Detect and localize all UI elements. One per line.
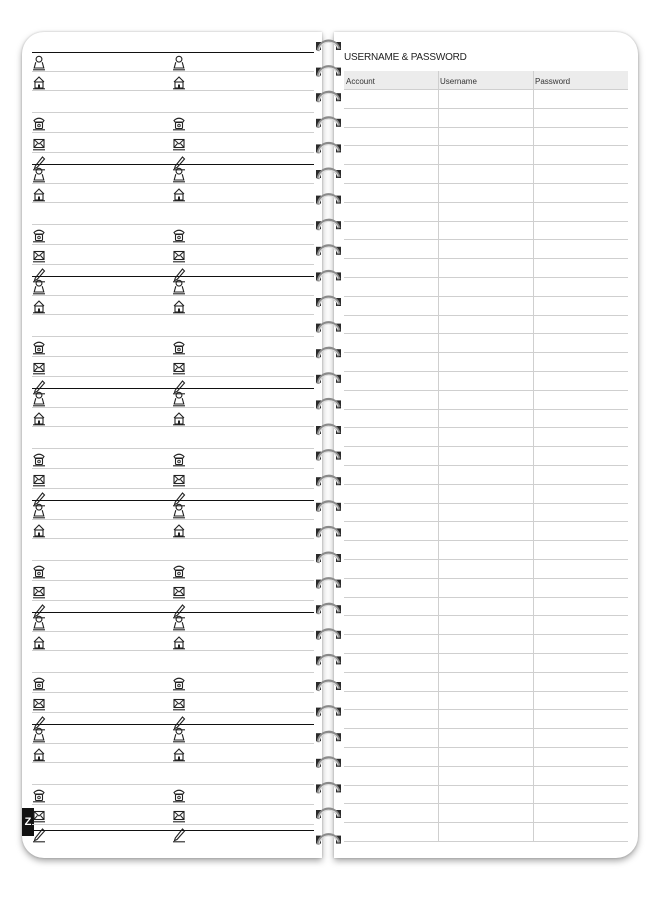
mail-icon [172,359,186,375]
spiral-ring [316,348,341,358]
person-icon [32,615,46,631]
person-icon [32,503,46,519]
entry-line [32,712,314,713]
entry-line [32,376,314,377]
home-icon [32,186,46,202]
home-icon [32,522,46,538]
spiral-ring [316,758,341,768]
spiral-ring [316,783,341,793]
entry-line [32,804,314,805]
table-row-line [344,672,628,673]
table-row-line [344,822,628,823]
table-row-line [344,503,628,504]
mail-icon [32,247,46,263]
table-row-line [344,597,628,598]
table-row-line [344,89,628,90]
mail-icon [32,583,46,599]
block-separator [32,830,314,831]
spiral-ring [316,220,341,230]
table-row-line [344,108,628,109]
spiral-ring [316,655,341,665]
entry-line [32,295,314,296]
person-icon [32,727,46,743]
spiral-ring [316,527,341,537]
spiral-ring [316,681,341,691]
phone-icon [172,563,186,579]
phone-icon [32,339,46,355]
mail-icon [172,807,186,823]
entry-line [32,448,314,449]
table-row-line [344,578,628,579]
table-row-line [344,390,628,391]
table-row-line [344,484,628,485]
entry-line [32,580,314,581]
table-row-line [344,183,628,184]
spiral-ring [316,707,341,717]
table-row-line [344,559,628,560]
phone-icon [32,563,46,579]
spiral-ring [316,425,341,435]
home-icon [32,298,46,314]
page-tab: Z [22,808,34,836]
phone-icon [172,787,186,803]
person-icon [32,55,46,71]
home-icon [172,522,186,538]
mail-icon [172,583,186,599]
mail-icon [172,135,186,151]
phone-icon [172,675,186,691]
person-icon [172,391,186,407]
person-icon [172,279,186,295]
table-row-line [344,409,628,410]
table-row-line [344,841,628,842]
spiral-ring [316,809,341,819]
table-row-line [344,427,628,428]
column-divider [438,71,439,842]
person-icon [172,727,186,743]
table-row-line [344,258,628,259]
table-row-line [344,371,628,372]
column-header-password: Password [535,77,571,86]
home-icon [32,410,46,426]
entry-line [32,538,314,539]
entry-line [32,112,314,113]
table-row-line [344,277,628,278]
table-row-line [344,239,628,240]
spiral-ring [316,732,341,742]
person-icon [32,279,46,295]
person-icon [172,167,186,183]
entry-line [32,356,314,357]
block-separator [32,276,314,277]
spiral-ring [316,399,341,409]
home-icon [172,298,186,314]
home-icon [32,634,46,650]
spiral-ring [316,118,341,128]
column-header-account: Account [346,77,375,86]
home-icon [172,186,186,202]
table-row-line [344,221,628,222]
spiral-ring [316,502,341,512]
block-separator [32,388,314,389]
mail-icon [32,807,46,823]
page-title: USERNAME & PASSWORD [344,52,467,63]
spiral-ring [316,143,341,153]
spiral-ring [316,323,341,333]
table-row-line [344,709,628,710]
column-divider [533,71,534,842]
entry-line [32,743,314,744]
entry-line [32,264,314,265]
phone-icon [32,227,46,243]
phone-icon [32,115,46,131]
mail-icon [32,695,46,711]
table-row-line [344,521,628,522]
entry-line [32,336,314,337]
person-icon [172,55,186,71]
phone-icon [32,451,46,467]
table-header [344,71,628,89]
block-separator [32,52,314,53]
table-row-line [344,615,628,616]
table-row-line [344,747,628,748]
column-header-username: Username [440,77,477,86]
home-icon [172,746,186,762]
table-row-line [344,145,628,146]
right-page [334,32,638,858]
table-row-line [344,634,628,635]
mail-icon [32,471,46,487]
spiral-binding [314,34,344,858]
entry-line [32,468,314,469]
table-row-line [344,446,628,447]
mail-icon [172,695,186,711]
mail-icon [172,247,186,263]
table-row-line [344,540,628,541]
table-row-line [344,766,628,767]
phone-icon [172,115,186,131]
spiral-ring [316,271,341,281]
block-separator [32,164,314,165]
entry-line [32,132,314,133]
table-row-line [344,653,628,654]
entry-line [32,90,314,91]
entry-line [32,600,314,601]
block-separator [32,612,314,613]
spiral-ring [316,553,341,563]
entry-line [32,152,314,153]
entry-line [32,631,314,632]
spiral-ring [316,835,341,845]
entry-line [32,426,314,427]
spiral-ring [316,374,341,384]
spiral-ring [316,169,341,179]
entry-line [32,202,314,203]
table-row-line [344,803,628,804]
home-icon [172,634,186,650]
spiral-ring [316,579,341,589]
entry-line [32,244,314,245]
spiral-ring [316,92,341,102]
entry-line [32,762,314,763]
spiral-ring [316,41,341,51]
mail-icon [172,471,186,487]
phone-icon [32,787,46,803]
left-page [22,32,322,858]
block-separator [32,724,314,725]
spiral-ring [316,476,341,486]
home-icon [172,74,186,90]
table-row-line [344,785,628,786]
entry-line [32,650,314,651]
table-row-line [344,333,628,334]
table-row-line [344,315,628,316]
home-icon [32,74,46,90]
table-row-line [344,465,628,466]
spiral-ring [316,451,341,461]
entry-line [32,692,314,693]
spiral-ring [316,67,341,77]
entry-line [32,784,314,785]
home-icon [32,746,46,762]
entry-line [32,672,314,673]
mail-icon [32,135,46,151]
table-row-line [344,691,628,692]
table-row-line [344,728,628,729]
block-separator [32,500,314,501]
entry-line [32,407,314,408]
phone-icon [172,451,186,467]
entry-line [32,71,314,72]
person-icon [32,167,46,183]
spiral-ring [316,604,341,614]
entry-line [32,314,314,315]
spiral-ring [316,630,341,640]
entry-line [32,560,314,561]
entry-line [32,224,314,225]
table-row-line [344,164,628,165]
spiral-ring [316,297,341,307]
table-row-line [344,296,628,297]
table-row-line [344,202,628,203]
entry-line [32,824,314,825]
entry-line [32,183,314,184]
phone-icon [32,675,46,691]
entry-line [32,488,314,489]
spiral-ring [316,246,341,256]
table-row-line [344,127,628,128]
table-row-line [344,352,628,353]
person-icon [172,615,186,631]
phone-icon [172,227,186,243]
home-icon [172,410,186,426]
person-icon [172,503,186,519]
phone-icon [172,339,186,355]
entry-line [32,519,314,520]
spiral-ring [316,195,341,205]
person-icon [32,391,46,407]
mail-icon [32,359,46,375]
